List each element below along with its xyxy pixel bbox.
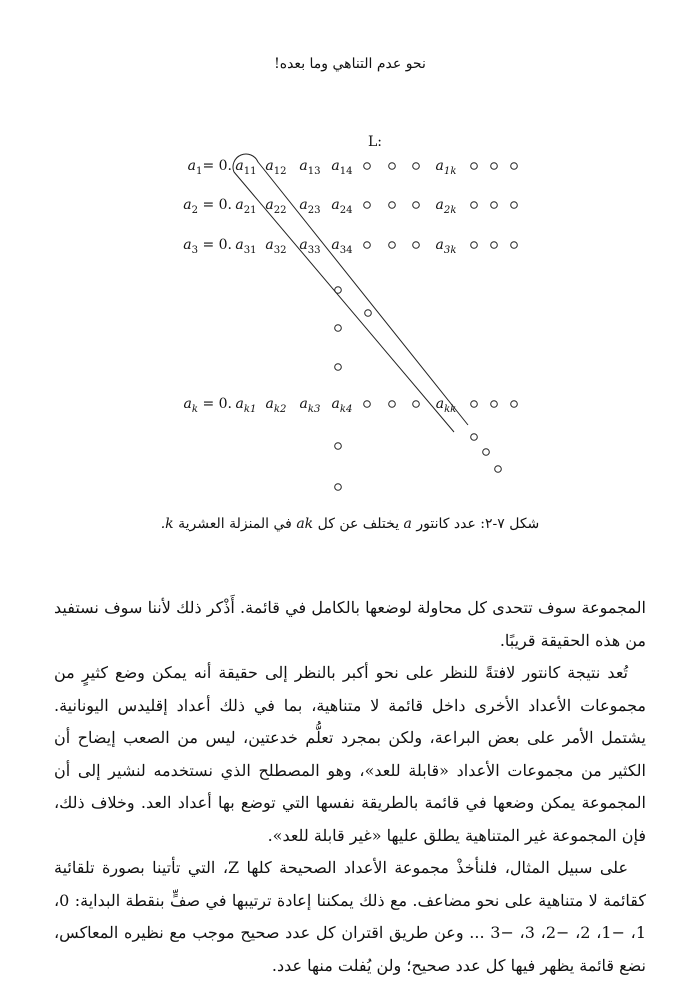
matrix-entry: $a_{k2}$ [265,396,287,415]
ellipsis-dot [491,401,498,408]
row-label: $a_3 = 0$. [183,237,232,256]
vertical-ellipsis-dots [335,287,342,491]
diagonal-loop [233,154,468,432]
ellipsis-dot [511,242,518,249]
diagonal-ellipsis-dots [365,310,502,473]
row-label: $a_2 = 0$. [183,197,232,216]
running-header: نحو عدم التناهي وما بعده! [274,56,426,72]
ellipsis-dot [335,364,342,371]
matrix-entry: $a_{24}$ [331,197,353,216]
matrix-entry: $a_{34}$ [331,237,353,256]
list-label: L: [368,134,383,150]
ellipsis-dot [511,202,518,209]
ellipsis-dot [335,443,342,450]
matrix-entry: $a_{k3}$ [299,396,321,415]
diagonal-dot [365,310,372,317]
matrix-entry: $a_{12}$ [265,158,287,177]
matrix-entry: $a_{23}$ [299,197,321,216]
ellipsis-dot [364,202,371,209]
matrix-entry: $a_{3k}$ [435,237,457,256]
ellipsis-dot [389,401,396,408]
matrix-entry: $a_{2k}$ [435,197,457,216]
ellipsis-dot [491,242,498,249]
ellipsis-dot [335,484,342,491]
ellipsis-dot [335,325,342,332]
ellipsis-dot [471,242,478,249]
paragraph: تُعد نتيجة كانتور لافتةً للنظر على نحو أكبر بالنظر إلى حقيقة أنه يمكن وضع كثيرٍ من مجموعات الأعداد الأخرى داخل قائمة لا متناهية، بما في ذلك أعداد إقليدس اليونانية. يشتمل الأمر على بعض البراعة، ولكن بمجرد تعلُّم خدعتين، ليس من الصعب إيضاح أن الكثير من مجموعات الأعداد «قابلة للعد»، وهو المصطلح الذي نستخدمه لنشير إلى أن المجموعة يمكن وضعها في قائمة بالطريقة نفسها التي توضع بها أعداد العد. وخلاف ذلك، فإن المجموعة غير المتناهية يطلق عليها «غير قابلة للعد». [54,663,646,845]
diagonal-dot [495,466,502,473]
ellipsis-dot [491,202,498,209]
list-rows [183,158,517,415]
caption-mid: يختلف عن كل [317,516,400,532]
ellipsis-dot [413,242,420,249]
diagonal-dot [483,449,490,456]
caption-mid2: في المنزلة العشرية [178,516,292,532]
matrix-entry: $a_{33}$ [299,237,321,256]
caption-prefix: شكل ٧-٢: عدد كانتور [416,516,540,532]
ellipsis-dot [413,163,420,170]
matrix-entry: $a_{kk}$ [435,396,457,415]
figure-caption [50,516,650,532]
caption-var-a: a [403,516,412,532]
ellipsis-dot [491,163,498,170]
ellipsis-dot [413,401,420,408]
matrix-entry: $a_{1k}$ [435,158,457,177]
ellipsis-dot [364,401,371,408]
body-text [54,592,646,982]
caption-var-ak: ak [296,516,314,532]
matrix-entry: $a_{11}$ [235,158,257,177]
matrix-entry: $a_{31}$ [235,237,257,256]
paragraph: المجموعة سوف تتحدى كل محاولة لوضعها بالكامل في قائمة. أَذْكر ذلك لأننا سوف نستفيد من هذه الحقيقة قريبًا. [54,598,647,650]
ellipsis-dot [511,401,518,408]
caption-var-k: k. [160,516,174,532]
ellipsis-dot [389,202,396,209]
ellipsis-dot [471,163,478,170]
matrix-entry: $a_{21}$ [235,197,257,216]
matrix-entry: $a_{22}$ [265,197,287,216]
ellipsis-dot [364,163,371,170]
ellipsis-dot [413,202,420,209]
matrix-entry: $a_{k1}$ [235,396,257,415]
row-label: $a_1= 0$. [187,158,232,177]
row-label: $a_k = 0$. [183,396,232,415]
paragraph: على سبيل المثال، فلنأخذْ مجموعة الأعداد الصحيحة كلها Z، التي تأتينا بصورة تلقائية كقائمة لا متناهية على نحو مضاعف. مع ذلك يمكننا إعادة ترتيبها في صفٍّ بنقطة البداية: 0، 1، −1، 2، −2، 3، −3 ... وعن طريق اقتران كل عدد صحيح موجب مع نظيره المعاكس، نضع قائمة يظهر فيها كل عدد صحيح؛ ولن يُفلت منها عدد. [54,858,647,975]
matrix-entry: $a_{k4}$ [331,396,353,415]
ellipsis-dot [389,242,396,249]
matrix-entry: $a_{13}$ [299,158,321,177]
matrix-entry: $a_{14}$ [331,158,353,177]
matrix-entry: $a_{32}$ [265,237,287,256]
ellipsis-dot [389,163,396,170]
ellipsis-dot [511,163,518,170]
diagonal-dot [471,434,478,441]
ellipsis-dot [471,401,478,408]
ellipsis-dot [471,202,478,209]
ellipsis-dot [364,242,371,249]
